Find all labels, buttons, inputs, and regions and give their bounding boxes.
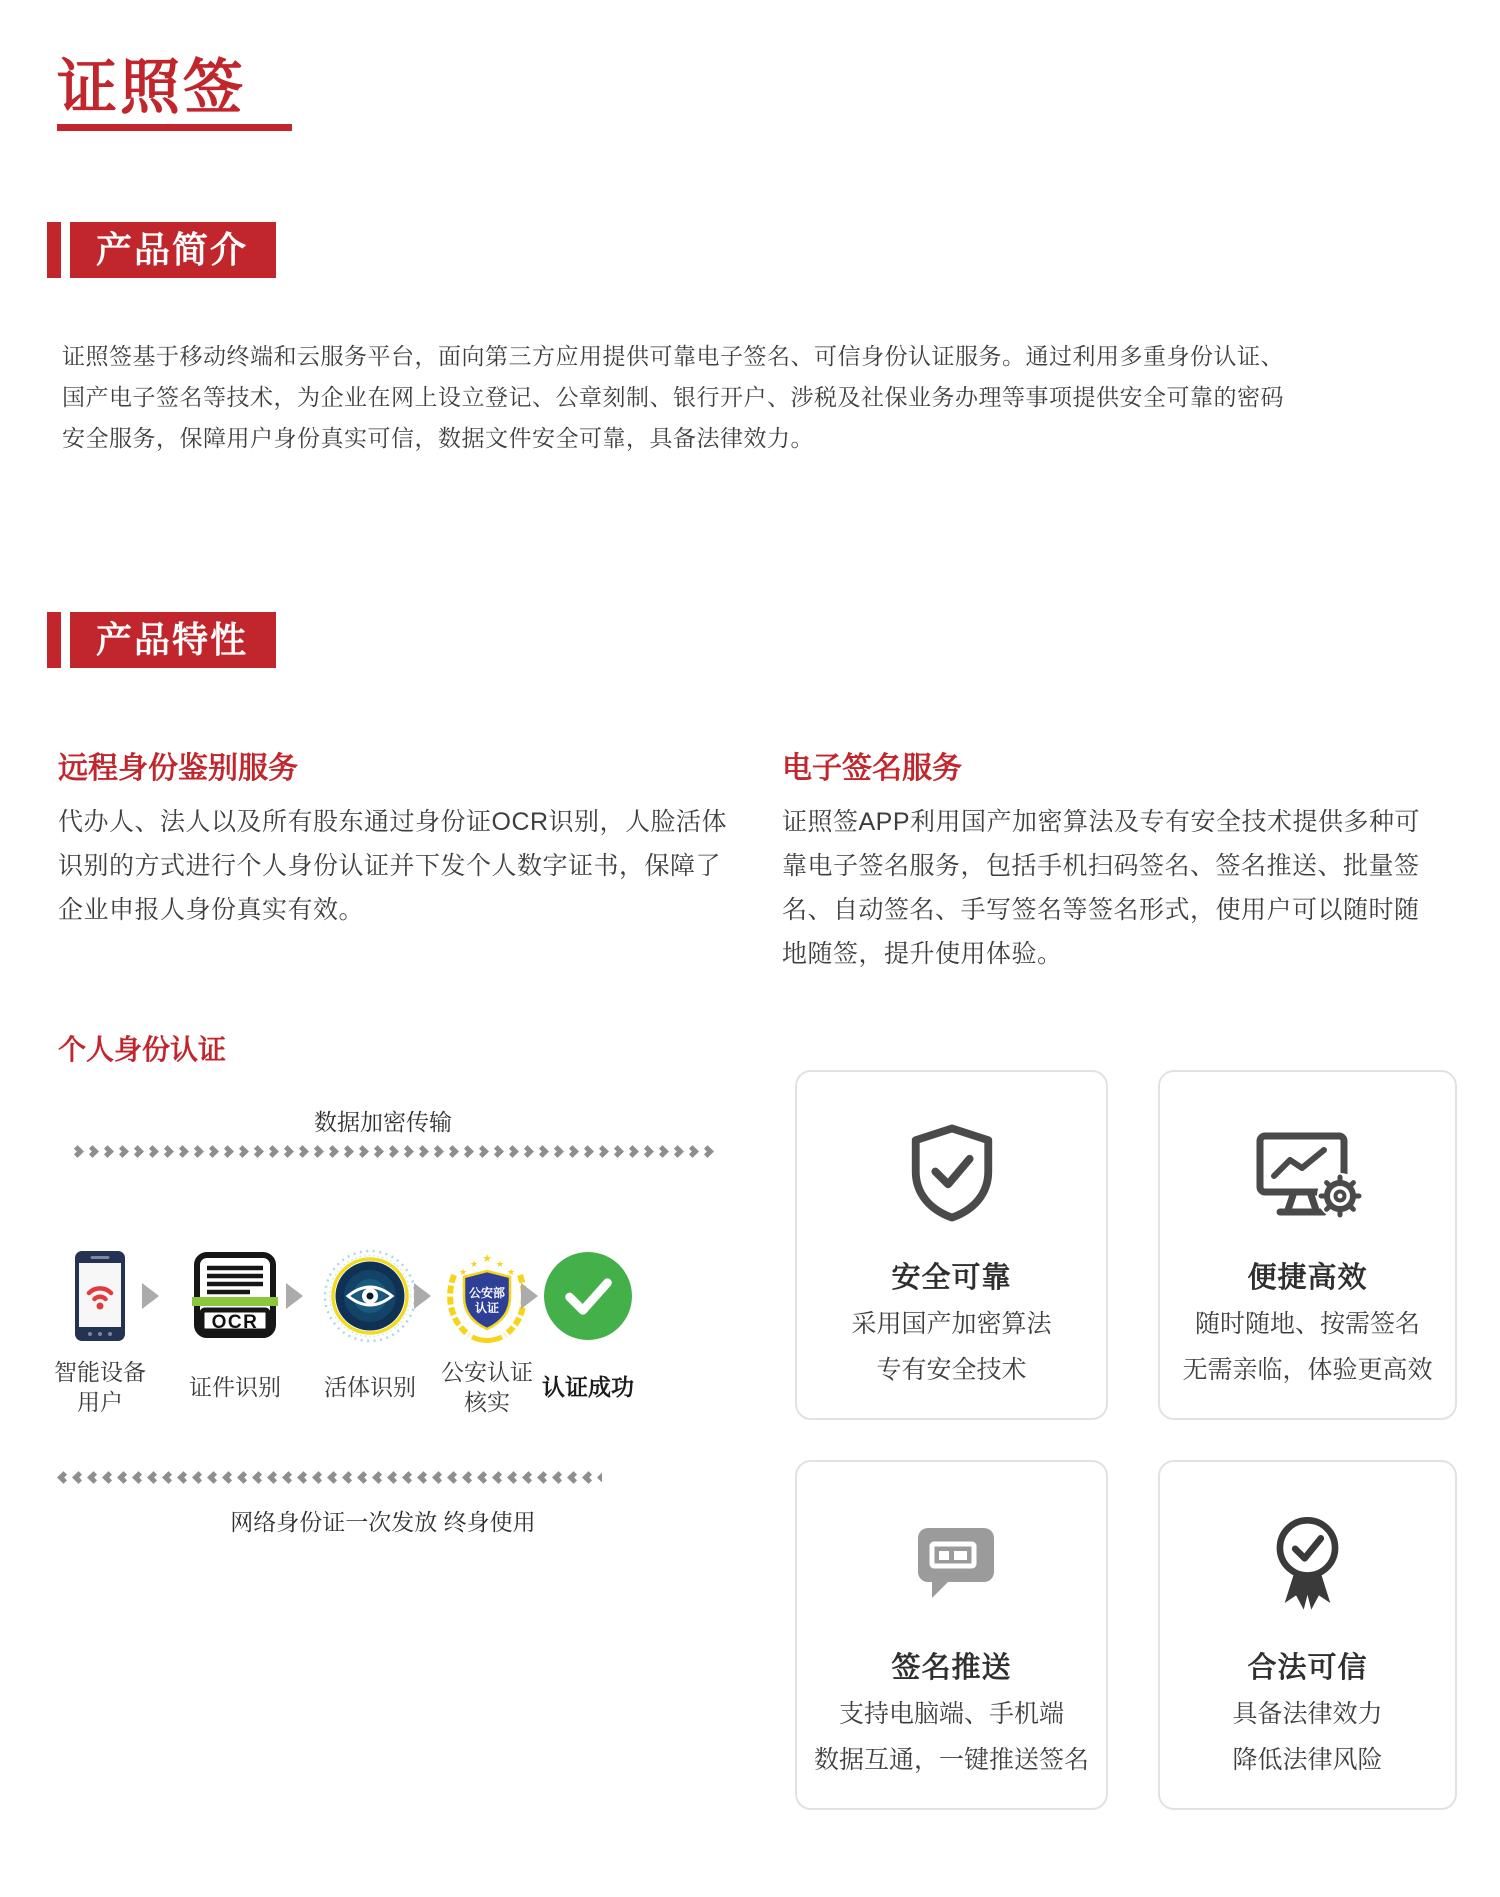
flow-arrow-icon bbox=[286, 1283, 303, 1309]
flow-step-smart-device bbox=[40, 1248, 160, 1417]
section-accent-bar bbox=[47, 222, 61, 278]
svg-text:★: ★ bbox=[482, 1253, 492, 1265]
chevron-row-right-icon bbox=[70, 1138, 718, 1164]
page-title: 证照签 bbox=[57, 54, 246, 121]
step-label: 核实 bbox=[464, 1389, 510, 1415]
remote-identity-line: 企业申报人身份真实有效。 bbox=[58, 896, 365, 924]
flow-step-success bbox=[528, 1248, 648, 1402]
feature-card-push bbox=[795, 1460, 1108, 1810]
section-header-label: 产品特性 bbox=[70, 612, 276, 668]
esignature-line: 证照签APP利用国产加密算法及专有安全技术提供多种可 bbox=[782, 808, 1421, 836]
feature-card-security bbox=[795, 1070, 1108, 1420]
success-check-icon bbox=[528, 1248, 648, 1344]
esignature-paragraph bbox=[782, 800, 1420, 976]
legal-medal-icon bbox=[1160, 1500, 1455, 1627]
card-line: 支持电脑端、手机端 bbox=[838, 1700, 1064, 1728]
card-title: 便捷高效 bbox=[1247, 1262, 1368, 1294]
flow-arrow-icon bbox=[142, 1283, 159, 1309]
intro-paragraph bbox=[62, 336, 1284, 459]
ocr-icon-text: OCR bbox=[211, 1312, 259, 1333]
remote-identity-line: 识别的方式进行个人身份认证并下发个人数字证书，保障了 bbox=[58, 852, 722, 880]
monitor-efficiency-icon bbox=[1160, 1110, 1455, 1237]
feature-card-efficiency bbox=[1158, 1070, 1457, 1420]
card-line: 专有安全技术 bbox=[876, 1356, 1027, 1384]
svg-text:★: ★ bbox=[495, 1259, 505, 1269]
card-title: 签名推送 bbox=[891, 1652, 1012, 1684]
card-line: 具备法律效力 bbox=[1232, 1700, 1383, 1728]
card-title: 安全可靠 bbox=[891, 1262, 1012, 1294]
svg-text:★: ★ bbox=[506, 1267, 516, 1277]
section-header-features bbox=[47, 612, 276, 668]
flow-step-ocr bbox=[175, 1248, 295, 1402]
step-label: 公安认证 bbox=[441, 1359, 533, 1385]
card-line: 无需亲临，体验更高效 bbox=[1182, 1356, 1433, 1384]
esignature-line: 名、自动签名、手写签名等签名形式，使用户可以随时随 bbox=[782, 896, 1420, 924]
esignature-line: 靠电子签名服务，包括手机扫码签名、签名推送、批量签 bbox=[782, 852, 1420, 880]
card-line: 采用国产加密算法 bbox=[851, 1310, 1052, 1338]
card-line: 随时随地、按需签名 bbox=[1194, 1310, 1420, 1338]
card-line: 数据互通，一键推送签名 bbox=[813, 1746, 1089, 1774]
step-label-success: 认证成功 bbox=[542, 1374, 634, 1400]
intro-line: 证照签基于移动终端和云服务平台，面向第三方应用提供可靠电子签名、可信身份认证服务。通过利用多重身份认证、 bbox=[62, 343, 1284, 369]
badge-text-line2: 认证 bbox=[474, 1301, 500, 1315]
section-header-intro bbox=[47, 222, 276, 278]
remote-identity-paragraph bbox=[58, 800, 727, 932]
chevron-row-left-icon bbox=[56, 1464, 602, 1490]
step-label: 智能设备 bbox=[54, 1359, 146, 1385]
liveness-eye-icon bbox=[310, 1248, 430, 1344]
badge-text-line1: 公安部 bbox=[468, 1286, 506, 1300]
step-label: 活体识别 bbox=[324, 1374, 416, 1400]
esignature-title: 电子签名服务 bbox=[782, 752, 962, 785]
intro-line: 国产电子签名等技术，为企业在网上设立登记、公章刻制、银行开户、涉税及社保业务办理等事项提供安全可靠的密码 bbox=[62, 384, 1284, 410]
remote-identity-title: 远程身份鉴别服务 bbox=[58, 752, 298, 785]
remote-identity-line: 代办人、法人以及所有股东通过身份证OCR识别，人脸活体 bbox=[58, 808, 728, 836]
shield-check-icon bbox=[797, 1110, 1106, 1237]
identity-flow-title: 个人身份认证 bbox=[58, 1034, 227, 1065]
step-label: 用户 bbox=[77, 1389, 123, 1415]
network-id-caption: 网络身份证一次发放 终身使用 bbox=[230, 1509, 536, 1535]
section-accent-bar bbox=[47, 612, 61, 668]
flow-step-liveness bbox=[310, 1248, 430, 1402]
feature-card-legal bbox=[1158, 1460, 1457, 1810]
encrypted-transfer-caption: 数据加密传输 bbox=[314, 1109, 452, 1135]
ocr-document-icon bbox=[175, 1248, 295, 1344]
section-header-label: 产品简介 bbox=[70, 222, 276, 278]
title-underline bbox=[57, 124, 292, 131]
step-label: 证件识别 bbox=[189, 1374, 281, 1400]
signature-push-icon bbox=[797, 1500, 1106, 1627]
svg-text:★: ★ bbox=[469, 1259, 479, 1269]
intro-line: 安全服务，保障用户身份真实可信，数据文件安全可靠，具备法律效力。 bbox=[62, 425, 814, 451]
card-line: 降低法律风险 bbox=[1232, 1746, 1383, 1774]
card-title: 合法可信 bbox=[1247, 1652, 1368, 1684]
svg-text:★: ★ bbox=[458, 1267, 468, 1277]
esignature-line: 地随签，提升使用体验。 bbox=[782, 940, 1063, 968]
